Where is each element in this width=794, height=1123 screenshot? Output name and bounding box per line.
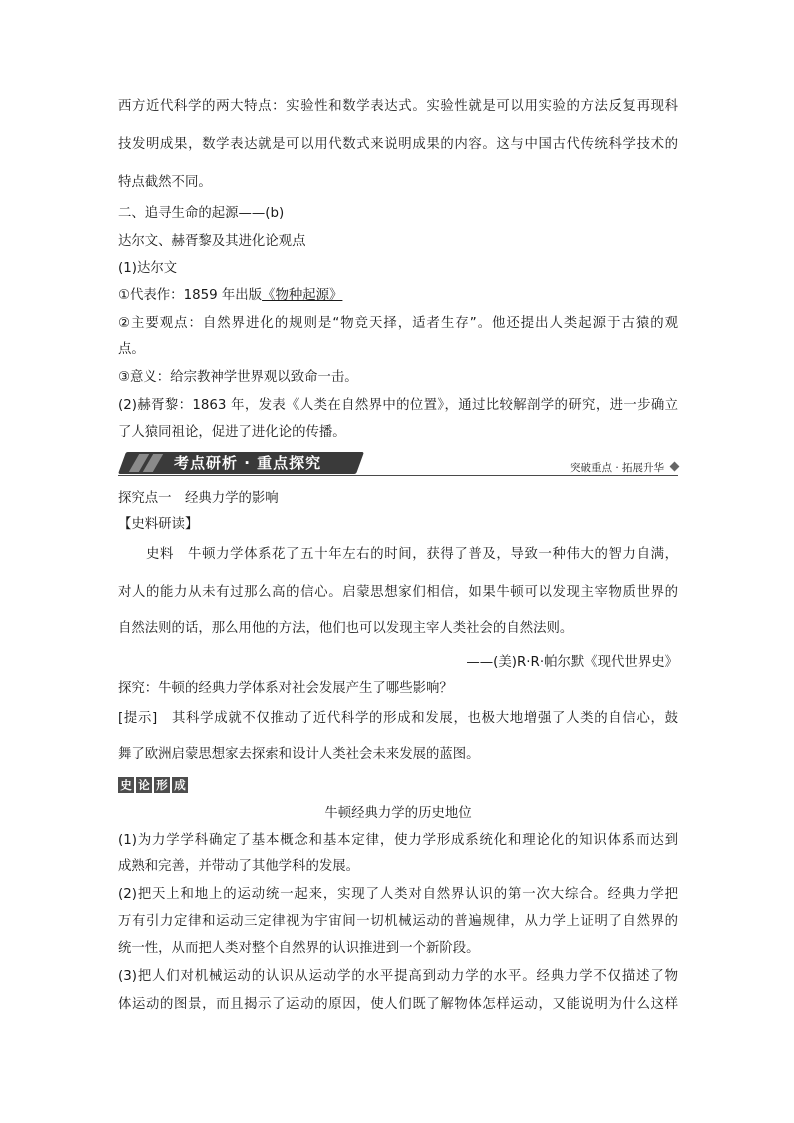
- tag-char: 形: [154, 777, 170, 793]
- material-line-3: 自然法则的话，那么用他的方法，他们也可以发现主宰人类社会的自然法则。: [118, 621, 574, 636]
- tag-char: 论: [136, 777, 152, 793]
- banner-subtitle: 突破重点 · 拓展升华: [569, 462, 664, 474]
- hint-line-2: 舞了欧洲启蒙思想家去探索和设计人类社会未来发展的蓝图。: [118, 747, 480, 762]
- theory-p1-line-1: (1)为力学学科确定了基本概念和基本定律，使力学形成系统化和理论化的知识体系而达到: [118, 833, 678, 848]
- darwin-meaning: ③意义：给宗教神学世界观以致命一击。: [118, 370, 358, 385]
- darwin-label: (1)达尔文: [118, 261, 178, 276]
- diamond-icon: [670, 462, 680, 472]
- theory-p2-line-1: (2)把天上和地上的运动统一起来，实现了人类对自然界认识的第一次大综合。经典力学把: [118, 887, 678, 902]
- theory-p2-line-3: 统一性，从而把人类对整个自然界的认识推进到一个新阶段。: [118, 941, 480, 956]
- banner-title: 考点研析 · 重点探究: [174, 454, 322, 472]
- darwin-work-title: 《物种起源》: [262, 288, 343, 303]
- inquiry-heading: 探究点一 经典力学的影响: [118, 491, 279, 506]
- tag-char: 史: [118, 777, 134, 793]
- darwin-work-prefix: ①代表作：1859 年出版: [118, 288, 263, 303]
- hint-line-1: [提示] 其科学成就不仅推动了近代科学的形成和发展，也极大地增强了人类的自信心，鼓: [118, 711, 678, 726]
- theory-p2-line-2: 万有引力定律和运动三定律视为宇宙间一切机械运动的普遍规律，从力学上证明了自然界的: [118, 914, 678, 929]
- huxley-line-2: 了人猿同祖论，促进了进化论的传播。: [118, 425, 346, 440]
- darwin-view-line-2: 点。: [118, 342, 145, 357]
- banner-rule: [118, 475, 678, 476]
- section-subheading: 达尔文、赫胥黎及其进化论观点: [118, 234, 306, 249]
- theory-title: 牛顿经典力学的历史地位: [324, 806, 472, 821]
- intro-line-2: 技发明成果，数学表达就是可以用代数式来说明成果的内容。这与中国古代传统科学技术的: [118, 137, 678, 152]
- material-line-2: 对人的能力从未有过那么高的信心。启蒙思想家们相信，如果牛顿可以发现主宰物质世界的: [118, 585, 678, 600]
- intro-line-3: 特点截然不同。: [118, 175, 212, 190]
- material-source: ——(美)R·R·帕尔默《现代世界史》: [466, 655, 678, 670]
- inquiry-question: 探究：牛顿的经典力学体系对社会发展产生了哪些影响？: [118, 681, 453, 696]
- darwin-view-line-1: ②主要观点：自然界进化的规则是“物竞天择，适者生存”。他还提出人类起源于古猿的观: [118, 316, 678, 331]
- material-line-1: 史料 牛顿力学体系花了五十年左右的时间，获得了普及，导致一种伟大的智力自满，: [146, 547, 678, 562]
- theory-tag: [118, 777, 188, 793]
- huxley-line-1: (2)赫胥黎：1863 年，发表《人类在自然界中的位置》，通过比较解剖学的研究，进一步确立: [118, 398, 678, 413]
- theory-p3-line-2: 体运动的图景，而且揭示了运动的原因，使人们既了解物体怎样运动，又能说明为什么这样: [118, 997, 678, 1012]
- darwin-work: [118, 287, 678, 305]
- section-heading: 二、追寻生命的起源——(b): [118, 206, 285, 221]
- tag-char: 成: [172, 777, 188, 793]
- section-banner: [118, 452, 678, 478]
- theory-p3-line-1: (3)把人们对机械运动的认识从运动学的水平提高到动力学的水平。经典力学不仅描述了物: [118, 969, 678, 984]
- intro-line-1: 西方近代科学的两大特点：实验性和数学表达式。实验性就是可以用实验的方法反复再现科: [118, 99, 678, 114]
- material-label: 【史料研读】: [118, 517, 199, 532]
- theory-p1-line-2: 成熟和完善，并带动了其他学科的发展。: [118, 859, 360, 874]
